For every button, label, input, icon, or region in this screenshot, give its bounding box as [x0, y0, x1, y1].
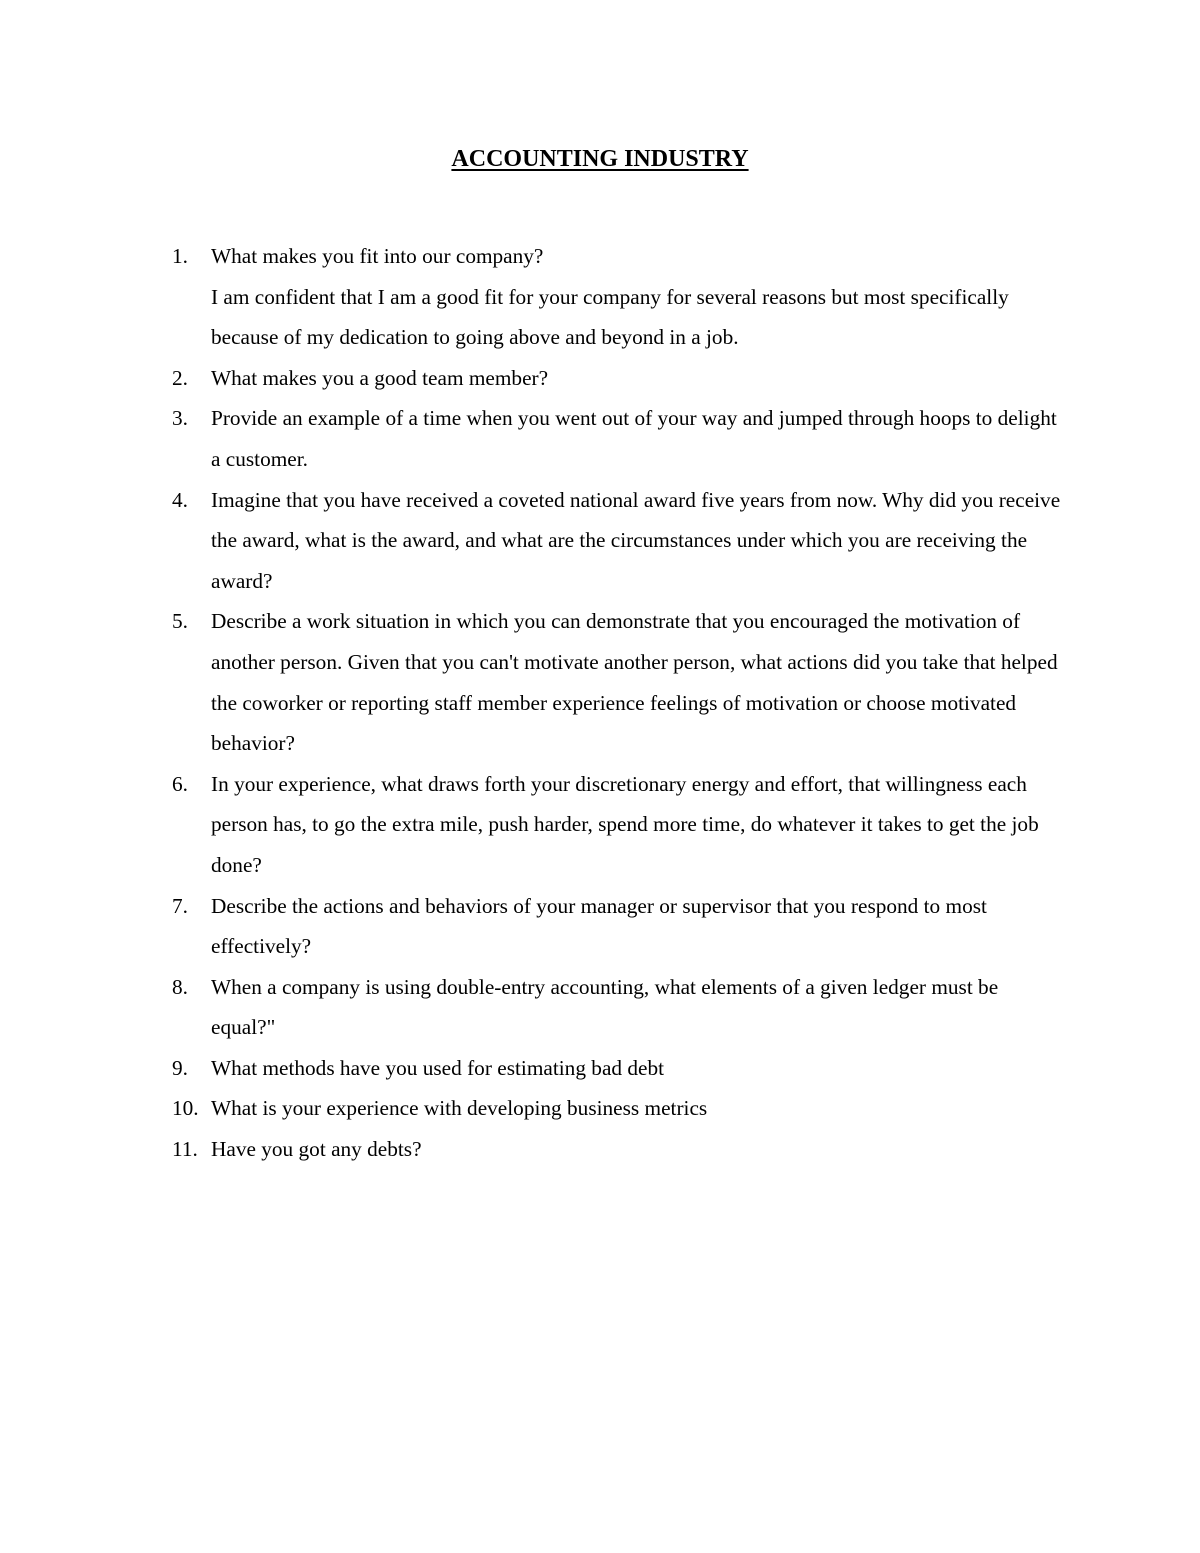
question-item-2 [172, 358, 1062, 399]
question-text: What is your experience with developing business metrics [211, 1096, 708, 1121]
question-item-4 [172, 480, 1062, 602]
question-text: Provide an example of a time when you went out of your way and jumped through hoops to delight a customer. [211, 406, 1057, 471]
question-text: When a company is using double-entry accounting, what elements of a given ledger must be equal?" [211, 974, 999, 1040]
question-list [172, 236, 1062, 1170]
question-number: 8. [172, 974, 188, 999]
question-item-10 [172, 1088, 1062, 1129]
question-item-9 [172, 1048, 1062, 1089]
question-text: What makes you a good team member? [211, 365, 549, 390]
question-item-5 [172, 601, 1062, 763]
question-number: 2. [172, 365, 188, 390]
question-item-11 [172, 1129, 1062, 1170]
question-number: 7. [172, 893, 188, 918]
question-item-3 [172, 398, 1062, 479]
document-title: ACCOUNTING INDUSTRY [451, 146, 749, 172]
question-number: 9. [172, 1055, 188, 1080]
question-text: Describe the actions and behaviors of your manager or supervisor that you respond to most effectively? [211, 893, 987, 959]
answer-text: I am confident that I am a good fit for your company for several reasons but most specifically because of my dedication to going above and beyond in a job. [211, 284, 1009, 350]
question-number: 1. [172, 244, 188, 268]
question-text: What makes you fit into our company? [211, 244, 544, 268]
question-text: Have you got any debts? [211, 1137, 422, 1162]
question-number: 5. [172, 609, 188, 634]
question-item-7 [172, 886, 1062, 967]
question-item-8 [172, 967, 1062, 1048]
question-text: What methods have you used for estimating bad debt [211, 1055, 665, 1080]
question-number: 3. [172, 406, 188, 431]
question-text: Imagine that you have received a coveted national award five years from now. Why did you receive the award, what is the award, and what are the circumstances under which you are receiving the award? [211, 487, 1061, 593]
question-number: 11. [172, 1137, 198, 1162]
question-text: Describe a work situation in which you can demonstrate that you encouraged the motivation of another person. Given that you can't motivate another person, what actions did you take that helped the coworker or reporting staff member experience feelings of motivation or choose motivated behavior? [211, 609, 1058, 756]
question-number: 6. [172, 771, 188, 796]
question-item-6 [172, 764, 1062, 886]
question-text: In your experience, what draws forth your discretionary energy and effort, that willingness each person has, to go the extra mile, push harder, spend more time, do whatever it takes to get the job done? [211, 771, 1039, 877]
question-number: 4. [172, 487, 188, 512]
question-number: 10. [172, 1096, 199, 1121]
question-item-1 [172, 236, 1062, 358]
